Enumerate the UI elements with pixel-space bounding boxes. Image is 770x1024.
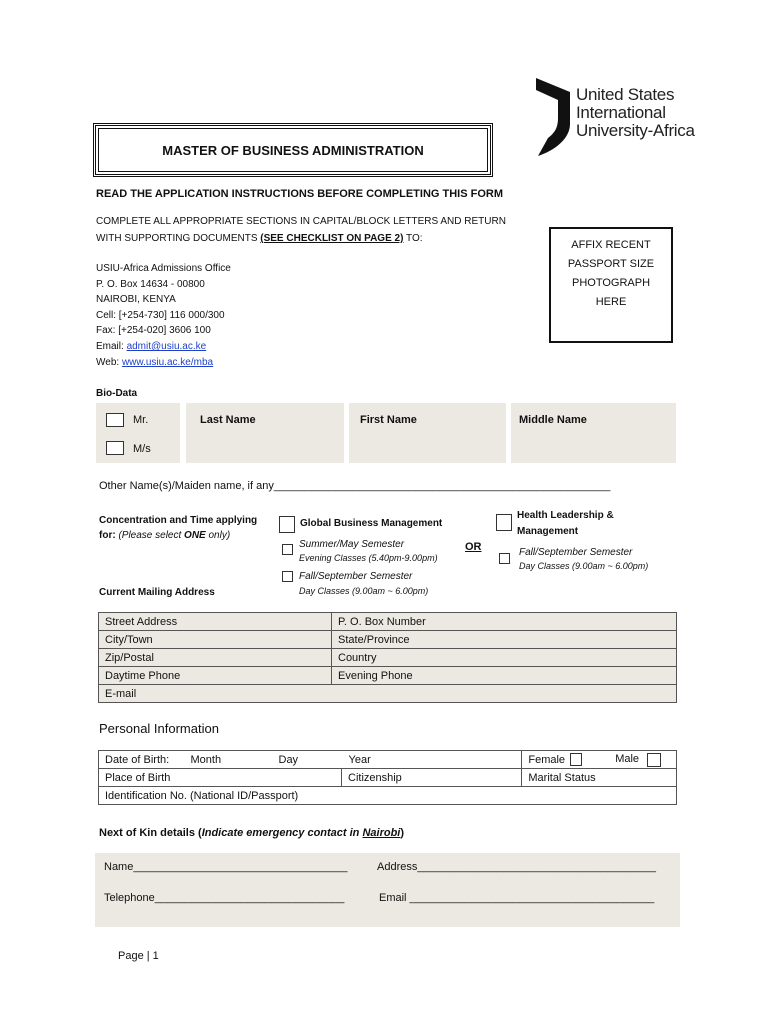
city-field[interactable]: City/Town [99, 631, 332, 649]
gbm-label: Global Business Management [300, 518, 443, 529]
hlm-label-1: Health Leadership & [517, 510, 614, 521]
dob-field[interactable] [99, 751, 522, 769]
state-field[interactable]: State/Province [332, 631, 677, 649]
mailing-address-table [98, 612, 677, 703]
evening-phone-field[interactable]: Evening Phone [332, 667, 677, 685]
address-email [96, 339, 231, 355]
mr-checkbox[interactable] [106, 413, 124, 427]
kin-telephone-field[interactable]: Telephone_______________________________ [104, 892, 345, 904]
please-select-text: (Please select [118, 530, 185, 541]
gbm-evening-checkbox[interactable] [282, 544, 293, 555]
for-label: for: [99, 530, 119, 541]
personal-heading: Personal Information [99, 721, 219, 736]
usiu-logo-mark [534, 78, 572, 158]
gbm-day-semester: Fall/September Semester [299, 571, 413, 582]
year-label: Year [348, 753, 371, 766]
mailing-heading: Current Mailing Address [99, 587, 215, 598]
hlm-label-2: Management [517, 526, 579, 537]
logo-line-2: International [576, 103, 666, 122]
address-box: P. O. Box 14634 - 00800 [96, 278, 205, 290]
middle-name-cell [511, 403, 676, 463]
hlm-checkbox[interactable] [496, 514, 512, 531]
marital-status-field[interactable]: Marital Status [522, 769, 677, 787]
identification-field[interactable]: Identification No. (National ID/Passport) [99, 787, 677, 805]
hlm-day-checkbox[interactable] [499, 553, 510, 564]
citizenship-field[interactable]: Citizenship [342, 769, 522, 787]
kin-heading-note: Indicate emergency contact in [201, 827, 363, 839]
table-row [99, 751, 677, 769]
logo-line-1: United States [576, 85, 675, 104]
complete-instructions-line1: COMPLETE ALL APPROPRIATE SECTIONS IN CAPITAL/BLOCK LETTERS AND RETURN [96, 216, 506, 227]
only-text: only) [205, 530, 231, 541]
email-label: Email: [96, 340, 127, 352]
male-label: Male [615, 753, 640, 766]
instructions-text: WITH SUPPORTING DOCUMENTS [96, 233, 261, 244]
female-label: Female [528, 753, 566, 766]
month-label: Month [190, 753, 222, 766]
logo-mark-subtext: AFRICA [538, 110, 557, 116]
email-field[interactable]: E-mail [99, 685, 677, 703]
po-box-field[interactable]: P. O. Box Number [332, 613, 677, 631]
ms-label: M/s [133, 443, 151, 455]
mr-label: Mr. [133, 414, 149, 426]
logo-mark-text: USIU [536, 98, 556, 107]
last-name-cell [186, 403, 344, 463]
country-field[interactable]: Country [332, 649, 677, 667]
last-name-label: Last Name [200, 414, 256, 426]
photo-line-4: HERE [595, 296, 627, 308]
address-fax: Fax: [+254-020] 3606 100 [96, 325, 211, 337]
university-logo-text [576, 86, 695, 140]
web-link[interactable]: www.usiu.ac.ke/mba [121, 356, 214, 368]
gbm-evening-classes: Evening Classes (5.40pm-9.00pm) [299, 553, 438, 563]
gbm-checkbox[interactable] [279, 516, 295, 533]
table-row [99, 685, 677, 703]
kin-heading-close: ) [400, 827, 405, 839]
ms-checkbox[interactable] [106, 441, 124, 455]
first-name-cell [349, 403, 506, 463]
dob-label: Date of Birth: [105, 753, 170, 766]
other-names-field[interactable]: Other Name(s)/Maiden name, if any_______________________________________________________ [99, 480, 611, 492]
page-number: Page | 1 [118, 950, 159, 962]
form-title: MASTER OF BUSINESS ADMINISTRATION [162, 143, 424, 158]
photo-line-2: PASSPORT SIZE [567, 258, 655, 270]
concentration-label-2 [99, 530, 230, 541]
photo-line-1: AFFIX RECENT [571, 239, 651, 251]
daytime-phone-field[interactable]: Daytime Phone [99, 667, 332, 685]
kin-heading [99, 827, 404, 839]
middle-name-label: Middle Name [519, 414, 587, 426]
street-address-field[interactable]: Street Address [99, 613, 332, 631]
gender-cell [522, 751, 677, 769]
gbm-day-classes: Day Classes (9.00am ~ 6.00pm) [299, 586, 429, 596]
kin-address-field[interactable]: Address_______________________________________ [377, 861, 656, 873]
kin-email-field[interactable]: Email ________________________________________ [379, 892, 655, 904]
address-office: USIU-Africa Admissions Office [96, 263, 231, 274]
female-checkbox[interactable] [570, 753, 582, 766]
logo-line-3: University-Africa [576, 121, 695, 140]
web-label: Web: [96, 356, 122, 368]
place-of-birth-field[interactable]: Place of Birth [99, 769, 342, 787]
or-label: OR [465, 541, 482, 553]
kin-heading-text: Next of Kin details ( [99, 827, 202, 839]
gbm-evening-semester: Summer/May Semester [299, 539, 405, 550]
first-name-label: First Name [360, 414, 417, 426]
complete-instructions-line2 [96, 233, 423, 244]
hlm-day-classes: Day Classes (9.00am ~ 6.00pm) [519, 561, 649, 571]
concentration-label-1: Concentration and Time applying [99, 515, 258, 526]
instructions-to: TO: [403, 233, 423, 244]
male-checkbox[interactable] [647, 753, 661, 767]
one-text: ONE [184, 530, 206, 541]
address-cell: Cell: [+254-730] 116 000/300 [96, 309, 225, 321]
kin-heading-place: Nairobi [362, 827, 401, 839]
photo-line-3: PHOTOGRAPH [571, 277, 651, 289]
personal-info-table [98, 750, 677, 805]
email-link[interactable]: admit@usiu.ac.ke [126, 340, 207, 352]
address-web [96, 355, 231, 371]
table-row [99, 667, 677, 685]
gbm-day-checkbox[interactable] [282, 571, 293, 582]
hlm-day-semester: Fall/September Semester [519, 547, 633, 558]
admissions-address [96, 261, 231, 370]
zip-field[interactable]: Zip/Postal [99, 649, 332, 667]
table-row [99, 769, 677, 787]
table-row [99, 649, 677, 667]
table-row [99, 787, 677, 805]
table-row [99, 631, 677, 649]
checklist-note: (SEE CHECKLIST ON PAGE 2) [260, 233, 404, 244]
day-label: Day [278, 753, 299, 766]
address-city: NAIROBI, KENYA [96, 294, 176, 306]
kin-name-field[interactable]: Name___________________________________ [104, 861, 348, 873]
table-row [99, 613, 677, 631]
read-instructions: READ THE APPLICATION INSTRUCTIONS BEFORE COMPLETING THIS FORM [96, 188, 503, 200]
biodata-heading: Bio-Data [96, 388, 138, 399]
